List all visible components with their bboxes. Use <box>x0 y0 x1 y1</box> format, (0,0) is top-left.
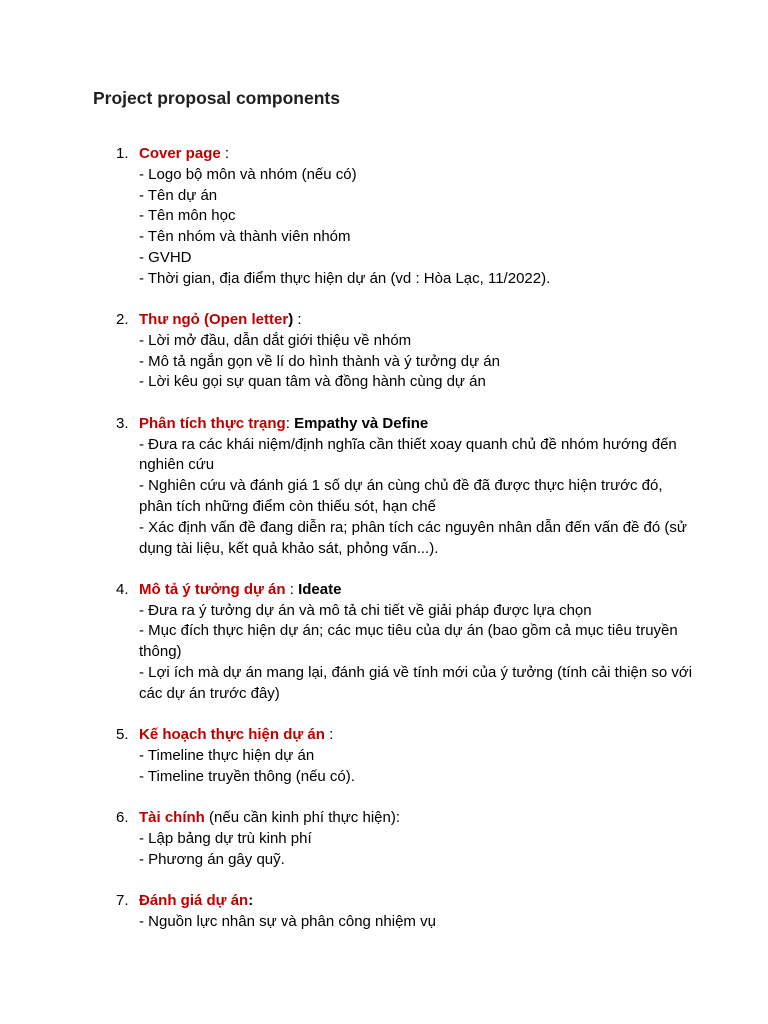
section-heading-bold: Empathy và Define <box>294 414 429 432</box>
section-heading-bold: ) <box>288 311 294 329</box>
section-body <box>139 310 699 393</box>
document-title: Project proposal components <box>93 88 340 108</box>
section-heading-suffix: : <box>293 311 302 329</box>
section-heading-red: Đánh giá dự án <box>139 891 249 909</box>
section-heading <box>139 891 699 912</box>
section-heading-bold: Ideate <box>298 580 342 598</box>
section-heading-suffix: (nếu cần kinh phí thực hiện): <box>204 809 400 827</box>
section-heading <box>139 580 699 601</box>
section-heading <box>139 808 699 829</box>
section-body <box>139 891 699 933</box>
section-heading-separator: : <box>285 414 295 432</box>
list-item: - Lợi ích mà dự án mang lại, đánh giá về tính mới của ý tưởng (tính cải thiện so với các dự án trước đây) <box>139 664 693 702</box>
section-heading-bold: : <box>248 891 254 909</box>
section-number: 3. <box>116 414 129 432</box>
section-heading-separator: : <box>285 580 299 598</box>
list-item: - Lập bảng dự trù kinh phí <box>139 829 312 847</box>
list-item: - Lời mở đầu, dẫn dắt giới thiệu về nhóm <box>139 331 412 349</box>
section-heading <box>139 144 699 165</box>
section-heading-red: Thư ngỏ (Open letter <box>139 311 289 329</box>
section-situation-analysis <box>0 414 768 560</box>
section-cover-page <box>0 144 768 290</box>
list-item: - Tên dự án <box>139 186 218 204</box>
list-item: - Thời gian, địa điểm thực hiện dự án (vd : Hòa Lạc, 11/2022). <box>139 269 551 287</box>
list-item: - Mục đích thực hiện dự án; các mục tiêu của dự án (bao gồm cả mục tiêu truyền thông) <box>139 622 678 661</box>
list-item: - Nguồn lực nhân sự và phân công nhiệm vụ <box>139 912 436 930</box>
section-heading-suffix: : <box>324 726 334 744</box>
section-idea-description <box>0 580 768 705</box>
section-open-letter <box>0 310 768 393</box>
proposal-sections <box>0 144 768 953</box>
section-body <box>139 580 699 705</box>
section-number: 4. <box>116 580 129 598</box>
list-item: - Nghiên cứu và đánh giá 1 số dự án cùng chủ đề đã được thực hiện trước đó, phân tích những điểm còn thiếu sót, hạn chế <box>139 477 663 515</box>
section-body <box>139 144 699 290</box>
list-item: - Timeline thực hiện dự án <box>139 746 315 764</box>
list-item: - Tên môn học <box>139 207 236 225</box>
list-item: - Lời kêu gọi sự quan tâm và đồng hành cùng dự án <box>139 373 486 391</box>
list-item: - GVHD <box>139 248 192 266</box>
section-heading-suffix: : <box>220 145 230 162</box>
list-item: - Xác định vấn đề đang diễn ra; phân tích các nguyên nhân dẫn đến vấn đề đó (sử dụng tài liệu, kết quả khảo sát, phỏng vấn...). <box>139 518 687 557</box>
section-body <box>139 808 699 870</box>
section-body <box>139 725 699 787</box>
section-project-evaluation <box>0 891 768 933</box>
list-item: - Đưa ra ý tưởng dự án và mô tả chi tiết về giải pháp được lựa chọn <box>139 601 592 619</box>
section-finance <box>0 808 768 870</box>
section-heading-red: Phân tích thực trạng <box>139 414 286 432</box>
section-heading <box>139 725 699 746</box>
section-number: 7. <box>116 891 129 909</box>
list-item: - Timeline truyền thông (nếu có). <box>139 767 355 785</box>
section-heading-red: Mô tả ý tưởng dự án <box>139 580 286 598</box>
section-heading-red: Cover page <box>139 145 221 162</box>
list-item: - Đưa ra các khái niệm/định nghĩa cần thiết xoay quanh chủ đề nhóm hướng đến nghiên cứu <box>139 435 677 474</box>
section-heading <box>139 414 699 435</box>
section-number: 1. <box>116 145 129 162</box>
section-number: 5. <box>116 726 129 744</box>
section-heading-red: Tài chính <box>139 809 205 827</box>
section-body <box>139 414 699 560</box>
list-item: - Logo bộ môn và nhóm (nếu có) <box>139 165 357 183</box>
section-heading <box>139 310 699 331</box>
section-number: 6. <box>116 809 129 827</box>
section-implementation-plan <box>0 725 768 787</box>
section-number: 2. <box>116 311 129 329</box>
list-item: - Tên nhóm và thành viên nhóm <box>139 228 351 246</box>
section-heading-red: Kế hoạch thực hiện dự án <box>139 726 325 744</box>
list-item: - Mô tả ngắn gọn về lí do hình thành và ý tưởng dự án <box>139 352 500 370</box>
list-item: - Phương án gây quỹ. <box>139 850 285 868</box>
